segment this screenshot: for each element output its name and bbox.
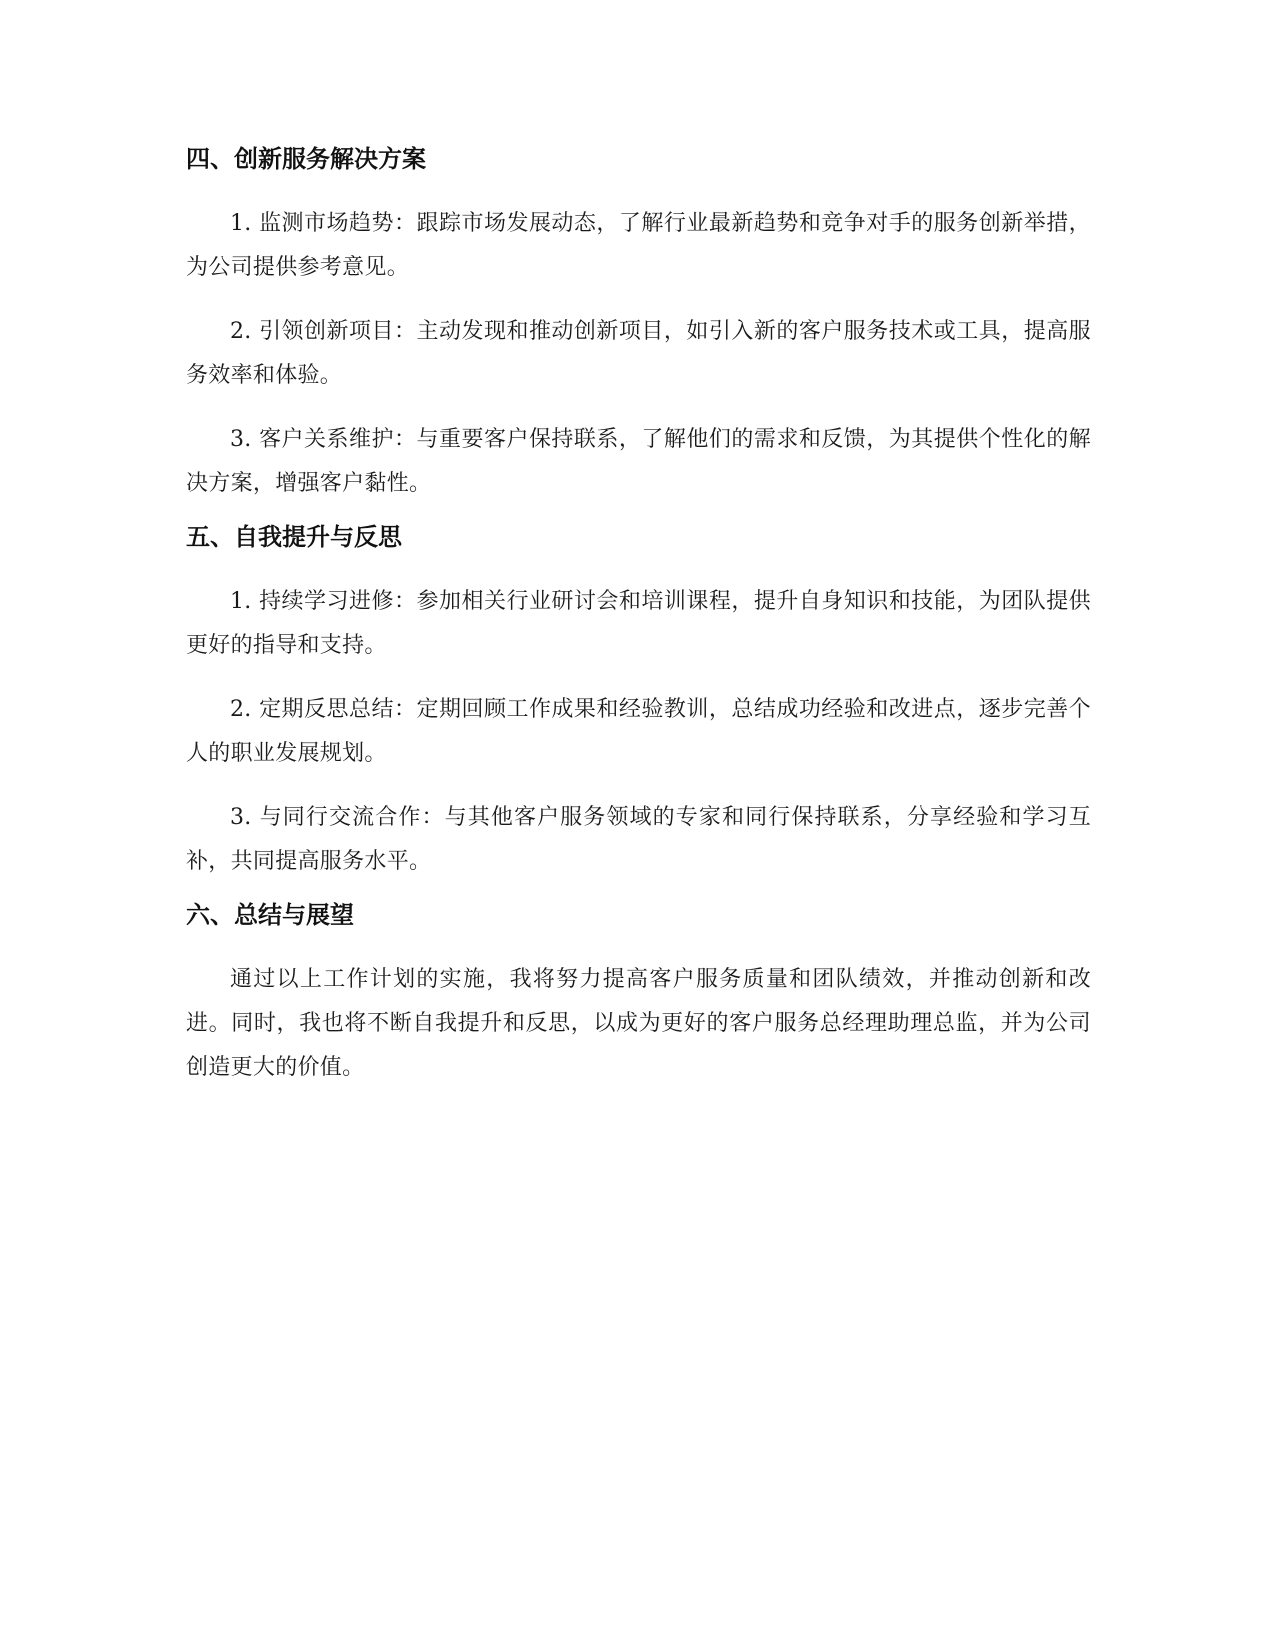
section-heading: 六、总结与展望 xyxy=(186,901,354,929)
section-heading: 五、自我提升与反思 xyxy=(186,523,402,551)
section-self-improvement xyxy=(186,520,1091,884)
paragraph: 2. 定期反思总结：定期回顾工作成果和经验教训，总结成功经验和改进点，逐步完善个人的职业发展规划。 xyxy=(186,697,1091,766)
paragraph: 通过以上工作计划的实施，我将努力提高客户服务质量和团队绩效，并推动创新和改进。同时，我也将不断自我提升和反思，以成为更好的客户服务总经理助理总监，并为公司创造更大的价值。 xyxy=(186,967,1091,1080)
section-innovation xyxy=(186,142,1091,506)
paragraph: 3. 客户关系维护：与重要客户保持联系，了解他们的需求和反馈，为其提供个性化的解决方案，增强客户黏性。 xyxy=(186,427,1091,496)
paragraph: 3. 与同行交流合作：与其他客户服务领域的专家和同行保持联系，分享经验和学习互补，共同提高服务水平。 xyxy=(186,805,1091,874)
document-page xyxy=(186,142,1091,1090)
paragraph: 1. 监测市场趋势：跟踪市场发展动态，了解行业最新趋势和竞争对手的服务创新举措，为公司提供参考意见。 xyxy=(186,211,1091,280)
paragraph: 1. 持续学习进修：参加相关行业研讨会和培训课程，提升自身知识和技能，为团队提供更好的指导和支持。 xyxy=(186,589,1091,658)
section-heading: 四、创新服务解决方案 xyxy=(186,145,426,173)
section-summary xyxy=(186,898,1091,1090)
paragraph: 2. 引领创新项目：主动发现和推动创新项目，如引入新的客户服务技术或工具，提高服务效率和体验。 xyxy=(186,319,1091,388)
